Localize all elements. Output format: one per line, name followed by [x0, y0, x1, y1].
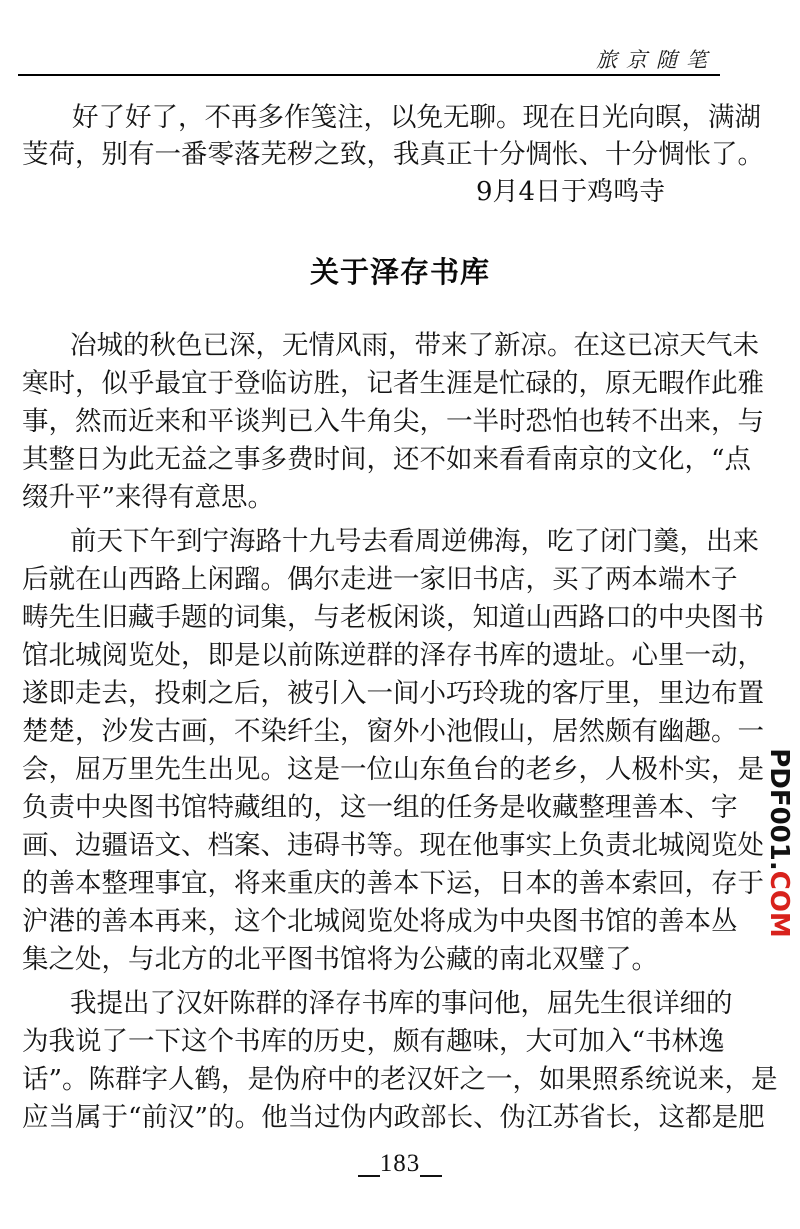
prev-section-line: 芰荷，别有一番零落芜秽之致，我真正十分惆怅、十分惆怅了。 — [22, 139, 764, 170]
body-line: 为我说了一下这个书库的历史，颇有趣味，大可加入“书林逸 — [22, 1026, 725, 1057]
body-line: 集之处，与北方的北平图书馆将为公藏的南北双璧了。 — [22, 944, 658, 975]
page-number — [0, 1150, 800, 1178]
body-line: 我提出了汉奸陈群的泽存书库的事问他，屈先生很详细的 — [70, 988, 733, 1019]
watermark-suffix: COM — [764, 870, 794, 938]
body-line: 负责中央图书馆特藏组的，这一组的任务是收藏整理善本、字 — [22, 792, 738, 823]
body-line: 馆北城阅览处，即是以前陈逆群的泽存书库的遗址。心里一动， — [22, 640, 764, 671]
body-line: 后就在山西路上闲蹓。偶尔走进一家旧书店，买了两本端木子 — [22, 564, 738, 595]
body-line: 遂即走去，投刺之后，被引入一间小巧玲珑的客厅里，里边布置 — [22, 678, 764, 709]
header-rule — [18, 74, 720, 76]
body-line: 前天下午到宁海路十九号去看周逆佛海，吃了闭门羹，出来 — [70, 526, 759, 557]
body-line: 缀升平”来得有意思。 — [22, 482, 275, 513]
page-number-value: 183 — [379, 1150, 421, 1177]
page-number-dash — [358, 1175, 380, 1177]
running-head: 旅京随笔 — [596, 48, 716, 72]
prev-section-date: 9月4日于鸡鸣寺 — [476, 177, 666, 207]
body-line: 楚楚，沙发古画，不染纤尘，窗外小池假山，居然颇有幽趣。一 — [22, 716, 764, 747]
body-line: 应当属于“前汉”的。他当过伪内政部长、伪江苏省长，这都是肥 — [22, 1102, 765, 1133]
body-line: 话”。陈群字人鹤，是伪府中的老汉奸之一，如果照系统说来，是 — [22, 1064, 778, 1095]
page-number-dash — [420, 1175, 442, 1177]
prev-section-line: 好了好了，不再多作笺注，以免无聊。现在日光向暝，满湖 — [72, 102, 761, 133]
body-line: 畴先生旧藏手题的词集，与老板闲谈，知道山西路口的中央图书 — [22, 602, 764, 633]
watermark-main: PDF001. — [764, 748, 794, 871]
body-line: 事，然而近来和平谈判已入牛角尖，一半时恐怕也转不出来，与 — [22, 406, 764, 437]
section-title: 关于泽存书库 — [309, 255, 490, 289]
body-line: 其整日为此无益之事多费时间，还不如来看看南京的文化，“点 — [22, 444, 752, 475]
body-line: 冶城的秋色已深，无情风雨，带来了新凉。在这已凉天气未 — [70, 330, 759, 361]
body-line: 会，屈万里先生出见。这是一位山东鱼台的老乡，人极朴实，是 — [22, 754, 764, 785]
body-line: 寒时，似乎最宜于登临访胜，记者生涯是忙碌的，原无暇作此雅 — [22, 368, 764, 399]
body-line: 沪港的善本再来，这个北城阅览处将成为中央图书馆的善本丛 — [22, 906, 738, 937]
body-line: 的善本整理事宜，将来重庆的善本下运，日本的善本索回，存于 — [22, 868, 764, 899]
watermark — [762, 748, 796, 938]
body-line: 画、边疆语文、档案、违碍书等。现在他事实上负责北城阅览处 — [22, 830, 764, 861]
